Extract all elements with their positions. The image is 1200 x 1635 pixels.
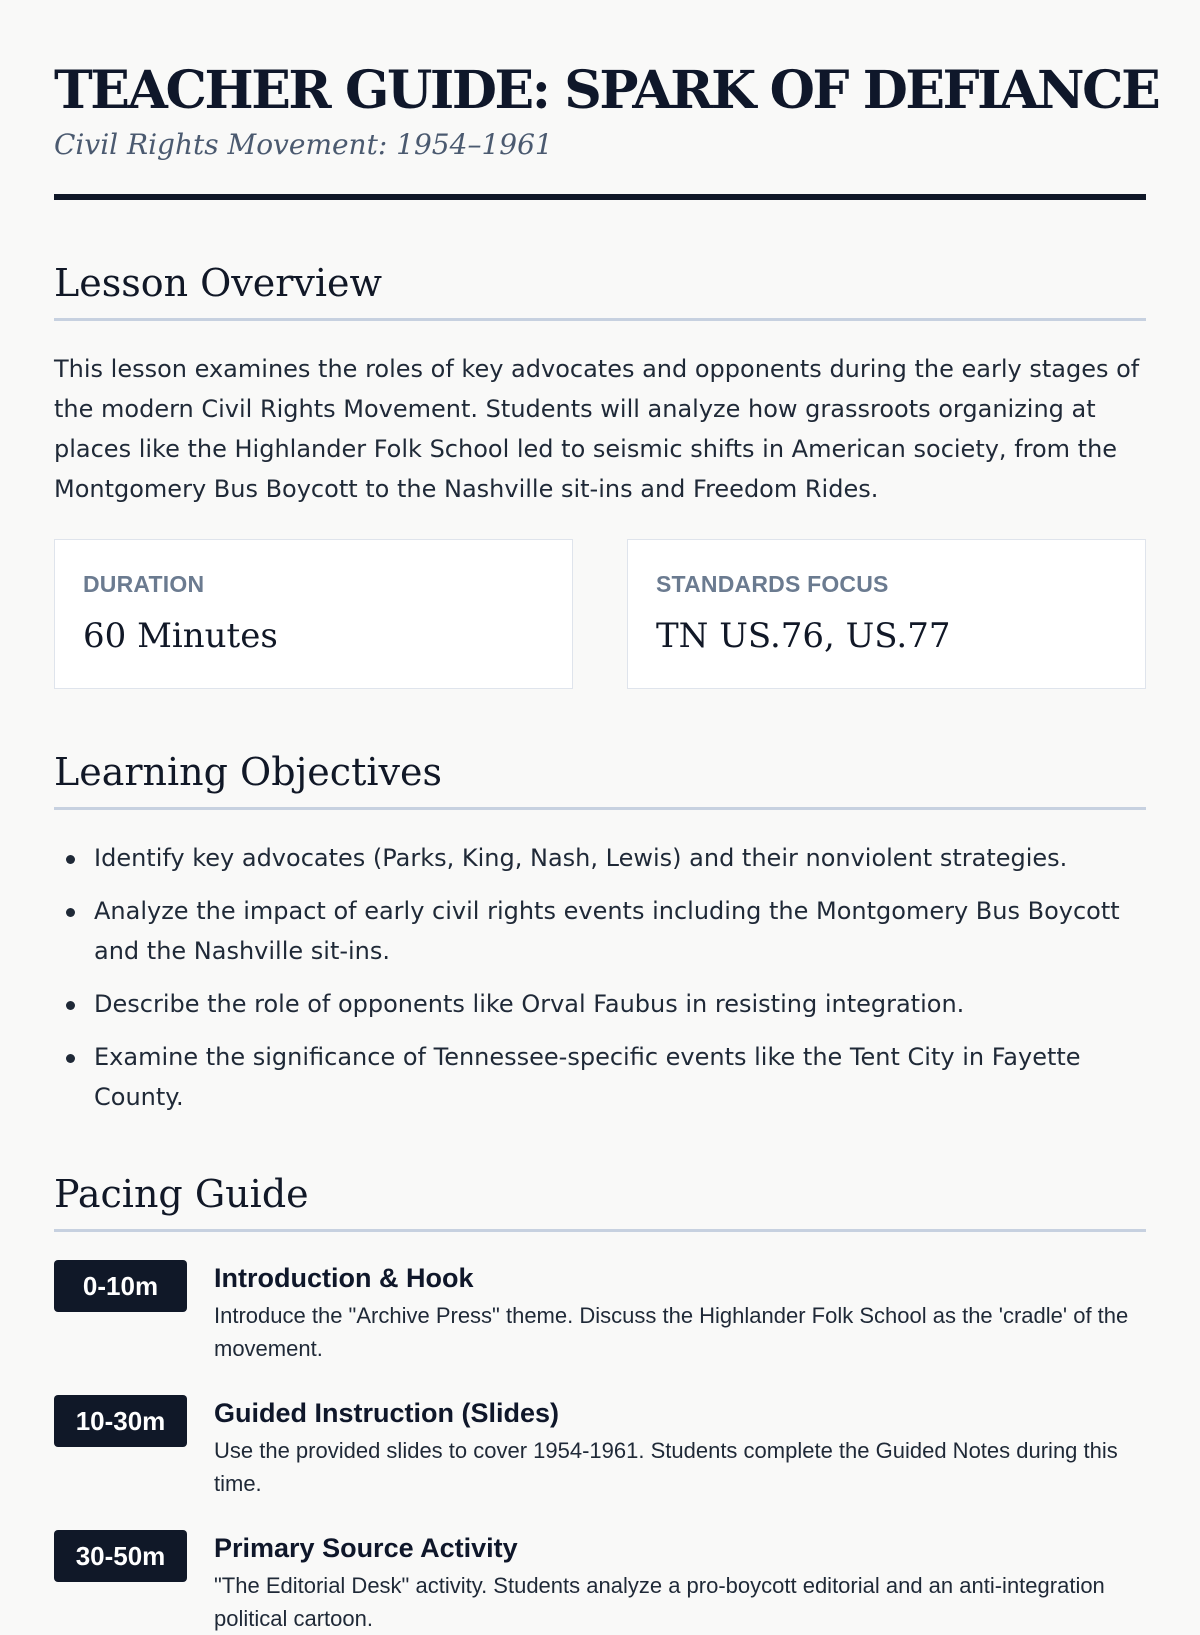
duration-card xyxy=(54,539,573,689)
pacing-row xyxy=(54,1395,1146,1500)
learning-objective-item xyxy=(54,891,1146,971)
lesson-overview-section xyxy=(54,258,1146,689)
standards-focus-card xyxy=(627,539,1146,689)
pacing-description: "The Editorial Desk" activity. Students analyze a pro-boycott editorial and an anti-integration political cartoon. xyxy=(214,1573,1105,1631)
pacing-heading: Guided Instruction (Slides) xyxy=(214,1398,560,1428)
lesson-overview-heading: Lesson Overview xyxy=(54,258,1146,321)
duration-label: DURATION xyxy=(83,571,205,597)
pacing-guide-list xyxy=(54,1260,1146,1635)
learning-objective-text: Examine the significance of Tennessee-specific events like the Tent City in Fayette County. xyxy=(94,1043,1081,1111)
pacing-row xyxy=(54,1260,1146,1365)
pacing-guide-section xyxy=(54,1169,1146,1635)
document-header xyxy=(54,58,1159,200)
bullet-icon xyxy=(66,855,75,864)
learning-objective-item xyxy=(54,1037,1146,1117)
pacing-row xyxy=(54,1530,1146,1635)
learning-objectives-section xyxy=(54,747,1146,1117)
duration-value: 60 Minutes xyxy=(83,616,278,656)
standards-focus-value: TN US.76, US.77 xyxy=(656,616,951,656)
learning-objectives-heading: Learning Objectives xyxy=(54,747,1146,810)
pacing-content xyxy=(214,1395,1146,1500)
pacing-heading: Introduction & Hook xyxy=(214,1263,474,1293)
time-badge: 10-30m xyxy=(54,1395,187,1447)
document-subtitle: Civil Rights Movement: 1954–1961 xyxy=(54,128,553,161)
learning-objective-text: Analyze the impact of early civil rights events including the Montgomery Bus Boycott and the Nashville sit-ins. xyxy=(94,897,1120,965)
pacing-content xyxy=(214,1260,1146,1365)
pacing-content xyxy=(214,1530,1146,1635)
header-divider xyxy=(54,194,1146,200)
learning-objective-text: Identify key advocates (Parks, King, Nash, Lewis) and their nonviolent strategies. xyxy=(94,844,1068,872)
pacing-description: Introduce the "Archive Press" theme. Discuss the Highlander Folk School as the 'cradle' of the movement. xyxy=(214,1303,1129,1361)
bullet-icon xyxy=(66,1054,75,1063)
learning-objective-item xyxy=(54,838,1146,878)
learning-objective-text: Describe the role of opponents like Orval Faubus in resisting integration. xyxy=(94,990,965,1018)
time-badge: 0-10m xyxy=(54,1260,187,1312)
pacing-guide-heading: Pacing Guide xyxy=(54,1169,1146,1232)
learning-objective-item xyxy=(54,984,1146,1024)
standards-focus-label: STANDARDS FOCUS xyxy=(656,571,889,597)
pacing-description: Use the provided slides to cover 1954-1961. Students complete the Guided Notes during this time. xyxy=(214,1438,1118,1496)
lesson-info-cards xyxy=(54,539,1146,689)
bullet-icon xyxy=(66,908,75,917)
learning-objectives-list xyxy=(54,838,1146,1117)
document-title: TEACHER GUIDE: SPARK OF DEFIANCE xyxy=(54,60,1159,121)
pacing-heading: Primary Source Activity xyxy=(214,1533,518,1563)
bullet-icon xyxy=(66,1001,75,1010)
time-badge: 30-50m xyxy=(54,1530,187,1582)
lesson-overview-text: This lesson examines the roles of key advocates and opponents during the early stages of the modern Civil Rights Movement. Students will analyze how grassroots organizing at places like the Highlander Folk School led to seismic shifts in American society, from the Montgomery Bus Boycott to the Nashville sit-ins and Freedom Rides. xyxy=(54,355,1140,503)
